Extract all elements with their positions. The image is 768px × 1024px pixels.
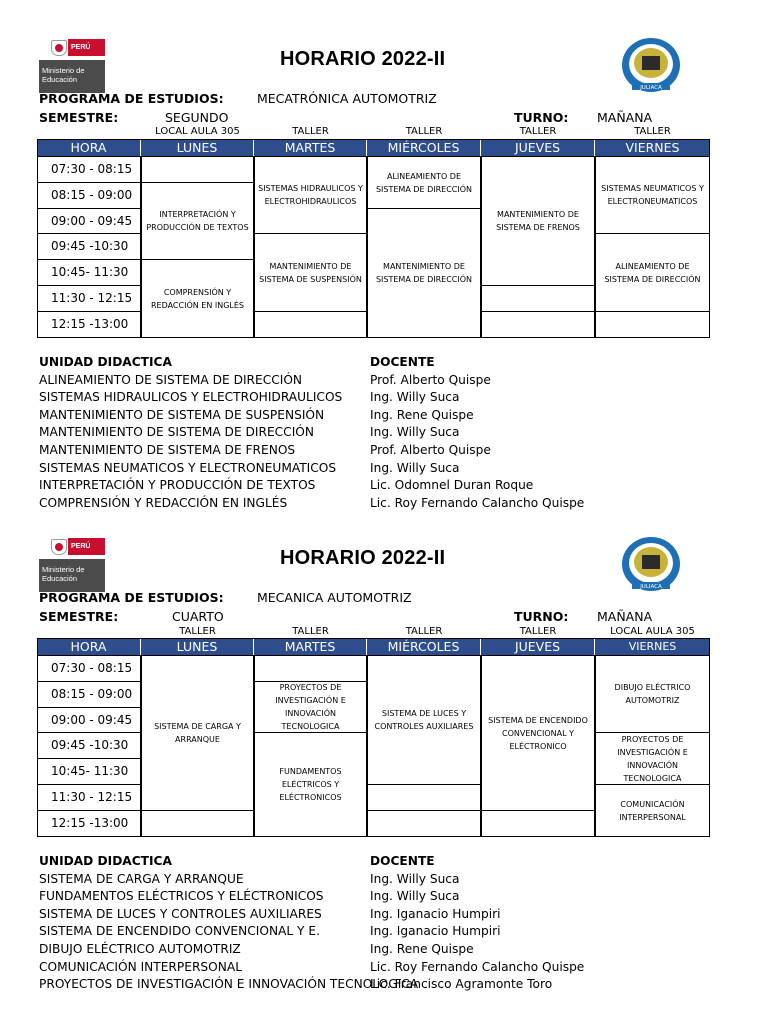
schedule-block-2 <box>0 499 768 999</box>
list-item <box>39 407 699 425</box>
class-cell: PROYECTOS DE INVESTIGACIÓN E INNOVACIÓN TECNOLOGICA <box>254 681 367 733</box>
class-cell: SISTEMA DE LUCES Y CONTROLES AUXILIARES <box>367 655 481 785</box>
program-label: PROGRAMA DE ESTUDIOS: <box>39 91 224 106</box>
page-title: HORARIO 2022-II <box>280 48 446 70</box>
schedule-table <box>37 638 710 837</box>
unit-name: ALINEAMIENTO DE SISTEMA DE DIRECCIÓN <box>39 372 303 387</box>
shift-label: TURNO: <box>514 110 569 125</box>
class-cell: SISTEMAS HIDRAULICOS Y ELECTROHIDRAULICOS <box>254 156 367 234</box>
unit-name: SISTEMAS NEUMATICOS Y ELECTRONEUMATICOS <box>39 460 337 475</box>
hour-cell: 11:30 - 12:15 <box>37 285 141 311</box>
class-cell: COMUNICACIÓN INTERPERSONAL <box>595 784 710 837</box>
ministry-logo <box>39 34 105 93</box>
semester-value: CUARTO <box>172 609 224 624</box>
header-jueves: JUEVES <box>481 139 595 156</box>
teacher-name: Ing. Willy Suca <box>370 460 460 475</box>
header-viernes: VIERNES <box>595 638 710 655</box>
header-martes: MARTES <box>254 139 367 156</box>
units-list-header <box>39 853 699 871</box>
logo-country: PERÚ <box>68 538 105 555</box>
list-item <box>39 372 699 390</box>
program-value: MECANICA AUTOMOTRIZ <box>257 590 412 605</box>
institute-seal-icon <box>620 535 682 593</box>
header-lunes: LUNES <box>141 139 254 156</box>
hour-cell: 11:30 - 12:15 <box>37 784 141 810</box>
unit-name: SISTEMA DE CARGA Y ARRANQUE <box>39 871 244 886</box>
class-cell: FUNDAMENTOS ELÉCTRICOS Y ELÉCTRONICOS <box>254 732 367 837</box>
empty-cell <box>481 311 595 338</box>
hour-cell: 12:15 -13:00 <box>37 311 141 338</box>
class-cell: ALINEAMIENTO DE SISTEMA DE DIRECCIÓN <box>367 156 481 209</box>
unit-name: SISTEMAS HIDRAULICOS Y ELECTROHIDRAULICOS <box>39 390 343 405</box>
list-item <box>39 442 699 460</box>
unit-name: INTERPRETACIÓN Y PRODUCCIÓN DE TEXTOS <box>39 478 316 493</box>
unit-name: MANTENIMIENTO DE SISTEMA DE SUSPENSIÓN <box>39 407 325 422</box>
unit-name: COMUNICACIÓN INTERPERSONAL <box>39 959 242 974</box>
empty-cell <box>481 810 595 837</box>
teacher-name: Lic. Roy Fernando Calancho Quispe <box>370 495 585 510</box>
list-item <box>39 923 699 941</box>
class-cell: COMPRENSIÓN Y REDACCIÓN EN INGLÉS <box>141 259 254 338</box>
unit-name: MANTENIMIENTO DE SISTEMA DE FRENOS <box>39 442 296 457</box>
teacher-name: Ing. Iganacio Humpiri <box>370 906 501 921</box>
header-miercoles: MIÉRCOLES <box>367 638 481 655</box>
empty-cell <box>254 655 367 682</box>
unit-name: SISTEMA DE ENCENDIDO CONVENCIONAL Y E. <box>39 924 320 939</box>
location-viernes: LOCAL AULA 305 <box>610 626 695 637</box>
list-item <box>39 424 699 442</box>
teacher-name: Lic. Roy Fernando Calancho Quispe <box>370 959 585 974</box>
units-list-header <box>39 354 699 372</box>
teacher-header: DOCENTE <box>370 355 435 369</box>
header-hora: HORA <box>37 638 141 655</box>
list-item <box>39 906 699 924</box>
page-title: HORARIO 2022-II <box>280 547 446 569</box>
list-item <box>39 959 699 977</box>
hour-cell: 07:30 - 08:15 <box>37 156 141 182</box>
teacher-header: DOCENTE <box>370 854 435 868</box>
list-item <box>39 976 699 994</box>
location-miercoles: TALLER <box>405 126 443 137</box>
hour-cell: 09:00 - 09:45 <box>37 707 141 732</box>
header-jueves: JUEVES <box>481 638 595 655</box>
hour-cell: 07:30 - 08:15 <box>37 655 141 681</box>
svg-text:JULIACA: JULIACA <box>640 584 662 590</box>
schedule-table <box>37 139 710 338</box>
teacher-name: Ing. Willy Suca <box>370 871 460 886</box>
location-martes: TALLER <box>292 626 329 637</box>
empty-cell <box>141 810 254 837</box>
location-lunes: LOCAL AULA 305 <box>155 126 240 137</box>
header-hora: HORA <box>37 139 141 156</box>
class-cell: SISTEMA DE CARGA Y ARRANQUE <box>141 655 254 811</box>
empty-cell <box>367 784 481 811</box>
hour-cell: 09:45 -10:30 <box>37 233 141 259</box>
unit-name: DIBUJO ELÉCTRICO AUTOMOTRIZ <box>39 941 241 956</box>
empty-cell <box>481 285 595 312</box>
class-cell: SISTEMA DE ENCENDIDO CONVENCIONAL Y ELÉCTRONICO <box>481 655 595 811</box>
semester-label: SEMESTRE: <box>39 609 119 624</box>
shift-value: MAÑANA <box>597 609 653 624</box>
svg-text:JULIACA: JULIACA <box>640 85 662 91</box>
list-item <box>39 941 699 959</box>
location-lunes: TALLER <box>179 626 216 637</box>
class-cell: PROYECTOS DE INVESTIGACIÓN E INNOVACIÓN TECNOLOGICA <box>595 732 710 785</box>
empty-cell <box>595 311 710 338</box>
hour-cell: 08:15 - 09:00 <box>37 182 141 208</box>
unit-name: MANTENIMIENTO DE SISTEMA DE DIRECCIÓN <box>39 425 314 440</box>
logo-ministry: Ministerio de Educación <box>39 60 105 93</box>
header-miercoles: MIÉRCOLES <box>367 139 481 156</box>
shift-label: TURNO: <box>514 609 569 624</box>
units-list <box>39 853 699 994</box>
hour-cell: 08:15 - 09:00 <box>37 681 141 707</box>
class-cell: MANTENIMIENTO DE SISTEMA DE FRENOS <box>481 156 595 286</box>
schedule-block-1 <box>0 0 768 510</box>
hour-cell: 10:45- 11:30 <box>37 758 141 784</box>
peru-shield-icon <box>51 40 67 56</box>
unit-name: COMPRENSIÓN Y REDACCIÓN EN INGLÉS <box>39 495 288 510</box>
list-item <box>39 389 699 407</box>
shift-value: MAÑANA <box>597 110 653 125</box>
semester-value: SEGUNDO <box>165 110 229 125</box>
class-cell: ALINEAMIENTO DE SISTEMA DE DIRECCIÓN <box>595 233 710 312</box>
location-jueves: TALLER <box>519 626 557 637</box>
institute-seal-icon <box>620 36 682 94</box>
list-item <box>39 477 699 495</box>
class-cell: SISTEMAS NEUMATICOS Y ELECTRONEUMATICOS <box>595 156 710 234</box>
hour-cell: 09:45 -10:30 <box>37 732 141 758</box>
hour-cell: 10:45- 11:30 <box>37 259 141 285</box>
teacher-name: Ing. Willy Suca <box>370 889 460 904</box>
location-martes: TALLER <box>292 126 329 137</box>
semester-label: SEMESTRE: <box>39 110 119 125</box>
list-item <box>39 888 699 906</box>
empty-cell <box>141 156 254 183</box>
hour-cell: 12:15 -13:00 <box>37 810 141 837</box>
location-viernes: TALLER <box>634 126 671 137</box>
logo-ministry: Ministerio de Educación <box>39 559 105 592</box>
list-item <box>39 871 699 889</box>
header-viernes: VIERNES <box>595 139 710 156</box>
peru-shield-icon <box>51 539 67 555</box>
units-header: UNIDAD DIDACTICA <box>39 355 172 369</box>
program-value: MECATRÓNICA AUTOMOTRIZ <box>257 91 437 106</box>
class-cell: INTERPRETACIÓN Y PRODUCCIÓN DE TEXTOS <box>141 182 254 260</box>
unit-name: PROYECTOS DE INVESTIGACIÓN E INNOVACIÓN TECNOLOGICA <box>39 977 419 992</box>
empty-cell <box>254 311 367 338</box>
teacher-name: Ing. Iganacio Humpiri <box>370 924 501 939</box>
class-cell: MANTENIMIENTO DE SISTEMA DE SUSPENSIÓN <box>254 233 367 312</box>
header-lunes: LUNES <box>141 638 254 655</box>
class-cell: DIBUJO ELÉCTRICO AUTOMOTRIZ <box>595 655 710 733</box>
list-item <box>39 460 699 478</box>
units-list <box>39 354 699 512</box>
teacher-name: Prof. Alberto Quispe <box>370 442 491 457</box>
class-cell: MANTENIMIENTO DE SISTEMA DE DIRECCIÓN <box>367 208 481 338</box>
program-label: PROGRAMA DE ESTUDIOS: <box>39 590 224 605</box>
teacher-name: Lic. Odomnel Duran Roque <box>370 478 534 493</box>
hour-cell: 09:00 - 09:45 <box>37 208 141 233</box>
unit-name: SISTEMA DE LUCES Y CONTROLES AUXILIARES <box>39 906 322 921</box>
teacher-name: Ing. Rene Quispe <box>370 407 474 422</box>
teacher-name: Ing. Willy Suca <box>370 425 460 440</box>
teacher-name: Ing. Rene Quispe <box>370 941 474 956</box>
teacher-name: Ing. Willy Suca <box>370 390 460 405</box>
teacher-name: Lic. Francisco Agramonte Toro <box>370 977 553 992</box>
teacher-name: Prof. Alberto Quispe <box>370 372 491 387</box>
header-martes: MARTES <box>254 638 367 655</box>
units-header: UNIDAD DIDACTICA <box>39 854 172 868</box>
logo-country: PERÚ <box>68 39 105 56</box>
unit-name: FUNDAMENTOS ELÉCTRICOS Y ELÉCTRONICOS <box>39 889 324 904</box>
location-jueves: TALLER <box>519 126 557 137</box>
location-miercoles: TALLER <box>405 626 443 637</box>
ministry-logo <box>39 533 105 592</box>
empty-cell <box>367 810 481 837</box>
